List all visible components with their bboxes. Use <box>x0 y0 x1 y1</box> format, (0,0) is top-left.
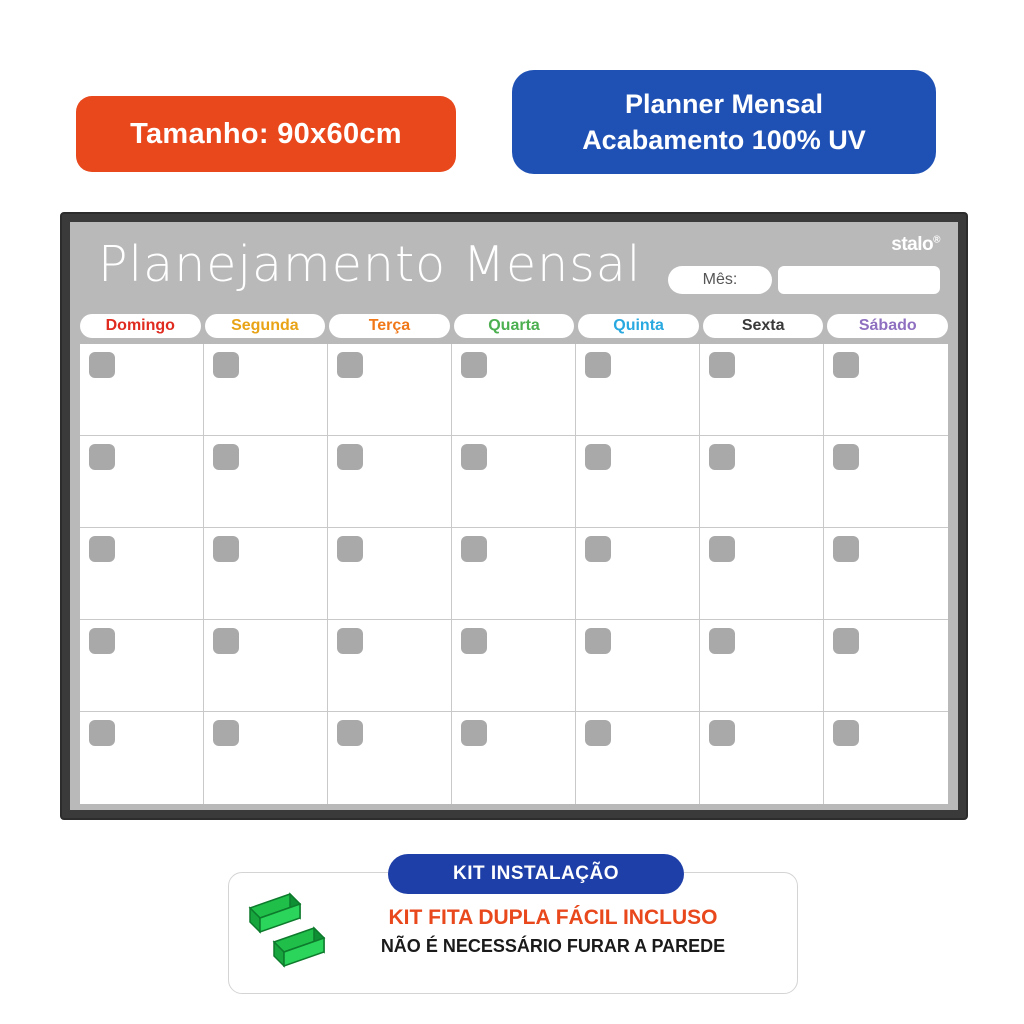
day-number-box[interactable] <box>585 536 611 562</box>
day-number-box[interactable] <box>709 536 735 562</box>
day-number-box[interactable] <box>213 444 239 470</box>
weekday-pill <box>703 314 824 338</box>
calendar-cell[interactable] <box>452 344 576 436</box>
weekday-label: Sábado <box>858 317 917 334</box>
day-number-box[interactable] <box>833 720 859 746</box>
weekday-pill <box>827 314 948 338</box>
product-title-line1: Planner Mensal <box>624 88 824 119</box>
calendar-cell[interactable] <box>576 620 700 712</box>
weekday-pill <box>329 314 450 338</box>
calendar-cell[interactable] <box>452 436 576 528</box>
calendar-cell[interactable] <box>328 528 452 620</box>
day-number-box[interactable] <box>337 352 363 378</box>
day-number-box[interactable] <box>89 628 115 654</box>
day-number-box[interactable] <box>585 720 611 746</box>
calendar-cell[interactable] <box>80 528 204 620</box>
day-number-box[interactable] <box>461 536 487 562</box>
month-label: Mês: <box>668 266 772 294</box>
calendar-cell[interactable] <box>824 712 948 804</box>
calendar-cell[interactable] <box>328 344 452 436</box>
calendar-cell[interactable] <box>204 620 328 712</box>
day-number-box[interactable] <box>709 628 735 654</box>
planner-board-frame <box>60 212 968 820</box>
weekday-label: Sexta <box>741 317 785 334</box>
day-number-box[interactable] <box>833 536 859 562</box>
day-number-box[interactable] <box>461 720 487 746</box>
calendar-cell[interactable] <box>328 712 452 804</box>
weekday-label: Quinta <box>613 317 664 334</box>
calendar-cell[interactable] <box>824 620 948 712</box>
calendar-grid <box>80 344 948 804</box>
day-number-box[interactable] <box>89 536 115 562</box>
day-number-box[interactable] <box>585 352 611 378</box>
kit-badge <box>388 854 684 894</box>
calendar-cell[interactable] <box>700 620 824 712</box>
kit-texts <box>318 906 788 957</box>
size-badge-label: Tamanho: 90x60cm <box>130 117 402 150</box>
day-number-box[interactable] <box>461 444 487 470</box>
day-number-box[interactable] <box>709 444 735 470</box>
weekday-pill <box>578 314 699 338</box>
day-number-box[interactable] <box>585 444 611 470</box>
calendar-cell[interactable] <box>204 712 328 804</box>
day-number-box[interactable] <box>213 536 239 562</box>
planner-board-surface <box>70 222 958 810</box>
day-number-box[interactable] <box>585 628 611 654</box>
weekday-label: Segunda <box>231 317 299 334</box>
calendar-cell[interactable] <box>576 528 700 620</box>
brand-logo <box>891 234 940 256</box>
weekday-pill <box>454 314 575 338</box>
weekday-label: Terça <box>368 317 411 334</box>
calendar-cell[interactable] <box>576 712 700 804</box>
product-title-line2: Acabamento 100% UV <box>582 125 866 155</box>
calendar-cell[interactable] <box>700 528 824 620</box>
day-number-box[interactable] <box>213 628 239 654</box>
calendar-cell[interactable] <box>700 712 824 804</box>
calendar-cell[interactable] <box>700 436 824 528</box>
brand-trademark-icon: ® <box>933 234 940 246</box>
day-number-box[interactable] <box>709 352 735 378</box>
calendar-cell[interactable] <box>824 436 948 528</box>
calendar-cell[interactable] <box>80 712 204 804</box>
product-title-badge <box>512 70 936 174</box>
month-write-field[interactable] <box>778 266 940 294</box>
day-number-box[interactable] <box>337 536 363 562</box>
weekday-header-row <box>80 314 948 338</box>
day-number-box[interactable] <box>833 628 859 654</box>
day-number-box[interactable] <box>213 720 239 746</box>
day-number-box[interactable] <box>833 352 859 378</box>
calendar-cell[interactable] <box>576 344 700 436</box>
calendar-cell[interactable] <box>824 528 948 620</box>
calendar-cell[interactable] <box>576 436 700 528</box>
day-number-box[interactable] <box>337 628 363 654</box>
day-number-box[interactable] <box>89 352 115 378</box>
day-number-box[interactable] <box>213 352 239 378</box>
calendar-cell[interactable] <box>824 344 948 436</box>
calendar-cell[interactable] <box>204 436 328 528</box>
calendar-cell[interactable] <box>204 344 328 436</box>
calendar-cell[interactable] <box>328 620 452 712</box>
calendar-cell[interactable] <box>452 528 576 620</box>
calendar-cell[interactable] <box>700 344 824 436</box>
calendar-cell[interactable] <box>452 712 576 804</box>
calendar-cell[interactable] <box>452 620 576 712</box>
board-title: Planejamento Mensal <box>98 236 642 293</box>
day-number-box[interactable] <box>709 720 735 746</box>
brand-name: stalo <box>891 234 934 255</box>
month-row <box>668 266 940 294</box>
calendar-cell[interactable] <box>328 436 452 528</box>
day-number-box[interactable] <box>337 720 363 746</box>
day-number-box[interactable] <box>461 628 487 654</box>
weekday-pill <box>205 314 326 338</box>
day-number-box[interactable] <box>89 444 115 470</box>
weekday-pill <box>80 314 201 338</box>
calendar-cell[interactable] <box>204 528 328 620</box>
day-number-box[interactable] <box>337 444 363 470</box>
day-number-box[interactable] <box>89 720 115 746</box>
calendar-cell[interactable] <box>80 344 204 436</box>
kit-line-1: KIT FITA DUPLA FÁCIL INCLUSO <box>388 906 718 929</box>
day-number-box[interactable] <box>461 352 487 378</box>
day-number-box[interactable] <box>833 444 859 470</box>
calendar-cell[interactable] <box>80 620 204 712</box>
weekday-label: Quarta <box>488 317 540 334</box>
size-badge <box>76 96 456 172</box>
weekday-label: Domingo <box>105 317 175 334</box>
top-badges <box>0 40 1024 155</box>
kit-badge-label: KIT INSTALAÇÃO <box>452 863 620 884</box>
kit-line-2: NÃO É NECESSÁRIO FURAR A PAREDE <box>380 936 726 956</box>
calendar-cell[interactable] <box>80 436 204 528</box>
